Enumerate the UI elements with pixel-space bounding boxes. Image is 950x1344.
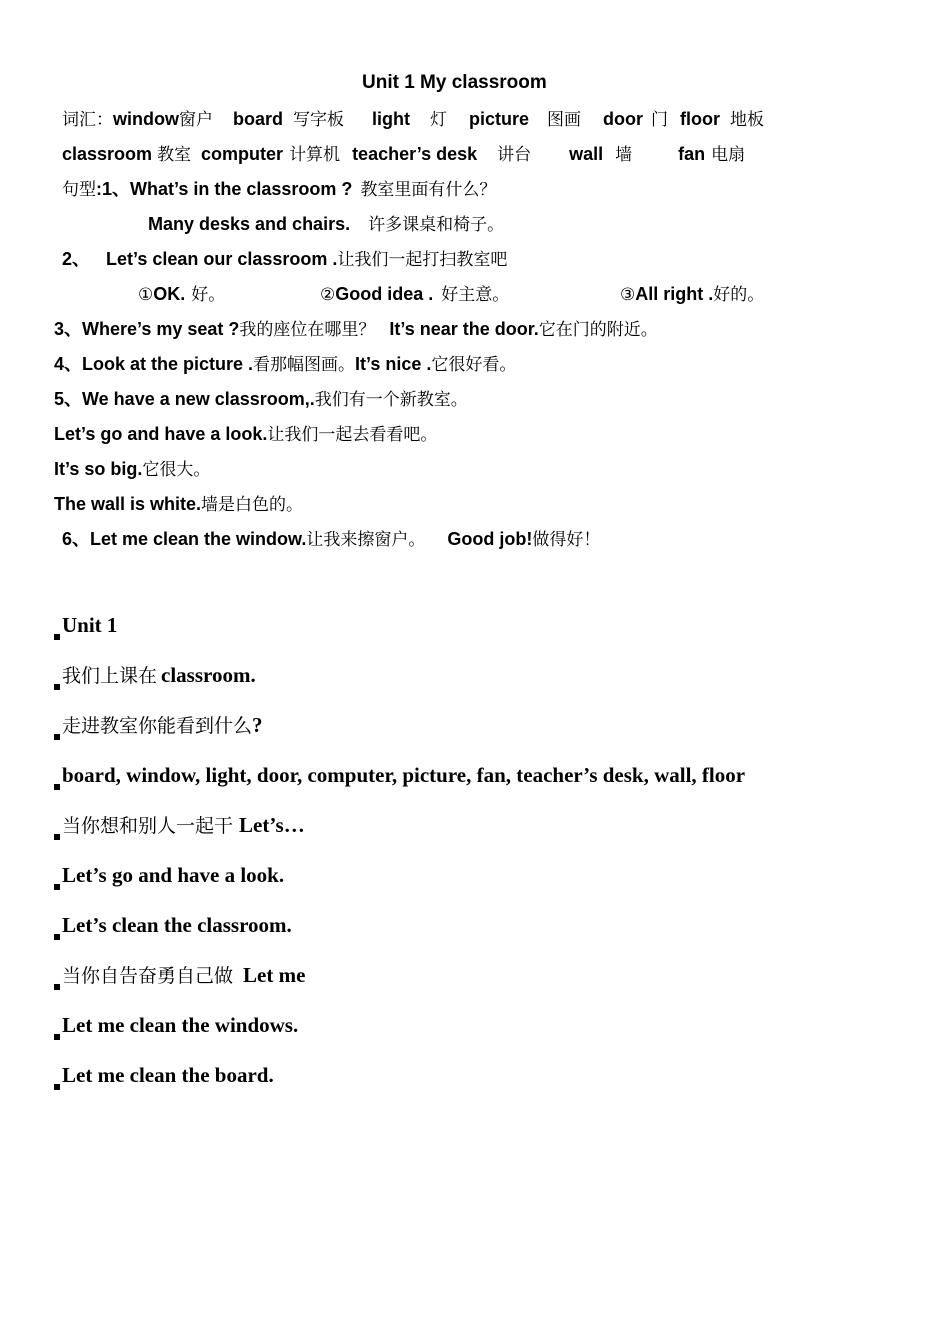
- vocab-word: teacher’s desk: [352, 144, 478, 164]
- bullet-marker: [54, 1084, 60, 1090]
- sentence-6: 6、Let me clean the window.让我来擦窗户。 Good job!做得好！: [62, 529, 601, 550]
- vocab-meaning: 窗户: [179, 110, 213, 130]
- vocab-meaning: 电扇: [711, 145, 746, 165]
- vocab-word: board: [233, 109, 284, 129]
- note-line: board, window, light, door, computer, picture, fan, teacher’s desk, wall, floor: [62, 763, 746, 787]
- vocab-word: classroom: [62, 144, 153, 164]
- page-title: Unit 1 My classroom: [362, 72, 547, 93]
- note-line: 我们上课在 classroom.: [62, 663, 256, 687]
- vocab-row-2: [62, 143, 745, 166]
- vocab-meaning: 教室: [157, 145, 192, 165]
- vocab-meaning: 墙: [615, 145, 633, 165]
- vocab-word: floor: [680, 109, 721, 129]
- note-line: Let me clean the board.: [62, 1063, 274, 1087]
- vocab-meaning: 讲台: [497, 145, 532, 165]
- note-line: Unit 1: [62, 613, 118, 637]
- sentence-2-option-3: ③All right .好的。: [620, 284, 765, 305]
- vocab-meaning: 图画: [547, 110, 582, 130]
- sentence-5c: It’s so big.它很大。: [54, 459, 211, 480]
- sentence-2-option-1: ①OK. 好。: [138, 284, 226, 305]
- bullet-marker: [54, 884, 60, 890]
- vocab-meaning: 地板: [730, 110, 765, 130]
- note-line: Let’s go and have a look.: [62, 863, 285, 887]
- bullet-marker: [54, 834, 60, 840]
- vocab-label: 词汇：: [62, 110, 113, 130]
- note-line: 当你想和别人一起干 Let’s…: [62, 813, 305, 837]
- bullet-marker: [54, 634, 60, 640]
- note-line: 当你自告奋勇自己做 Let me: [62, 963, 306, 987]
- bullet-marker: [54, 734, 60, 740]
- vocab-row-1: [62, 108, 764, 131]
- vocab-word: door: [603, 109, 644, 129]
- sentence-4: 4、Look at the picture .看那幅图画。It’s nice .它很好看。: [54, 354, 517, 375]
- bullet-marker: [54, 784, 60, 790]
- sentence-1-answer: Many desks and chairs. 许多课桌和椅子。: [148, 214, 505, 235]
- vocab-word: window: [113, 109, 179, 129]
- note-line: 走进教室你能看到什么?: [62, 713, 263, 737]
- sentence-5b: Let’s go and have a look.让我们一起去看看吧。: [54, 424, 438, 445]
- bullet-marker: [54, 984, 60, 990]
- vocab-meaning: 灯: [430, 110, 448, 130]
- sentence-1-question: 句型:1、What’s in the classroom ? 教室里面有什么？: [62, 179, 497, 200]
- sentences-label: 句型: [62, 180, 96, 200]
- note-line: Let me clean the windows.: [62, 1013, 299, 1037]
- sentence-2: 2、 Let’s clean our classroom .让我们一起打扫教室吧: [62, 249, 508, 270]
- vocab-word: picture: [469, 109, 530, 129]
- vocab-meaning: 门: [651, 110, 669, 130]
- bullet-marker: [54, 934, 60, 940]
- note-line: Let’s clean the classroom.: [62, 913, 292, 937]
- sentence-5d: The wall is white.墙是白色的。: [54, 494, 304, 515]
- bullet-marker: [54, 1034, 60, 1040]
- vocab-word: light: [372, 109, 411, 129]
- bullet-marker: [54, 684, 60, 690]
- sentence-5: 5、We have a new classroom,.我们有一个新教室。: [54, 389, 468, 410]
- vocab-word: fan: [678, 144, 706, 164]
- vocab-word: wall: [569, 144, 604, 164]
- sentence-3: 3、Where’s my seat ?我的座位在哪里？ It’s near the door.它在门的附近。: [54, 319, 658, 340]
- vocab-meaning: 计算机: [289, 145, 341, 165]
- vocab-meaning: 写字板: [293, 110, 345, 130]
- vocab-word: computer: [201, 144, 284, 164]
- sentence-2-option-2: ②Good idea . 好主意。: [320, 284, 510, 305]
